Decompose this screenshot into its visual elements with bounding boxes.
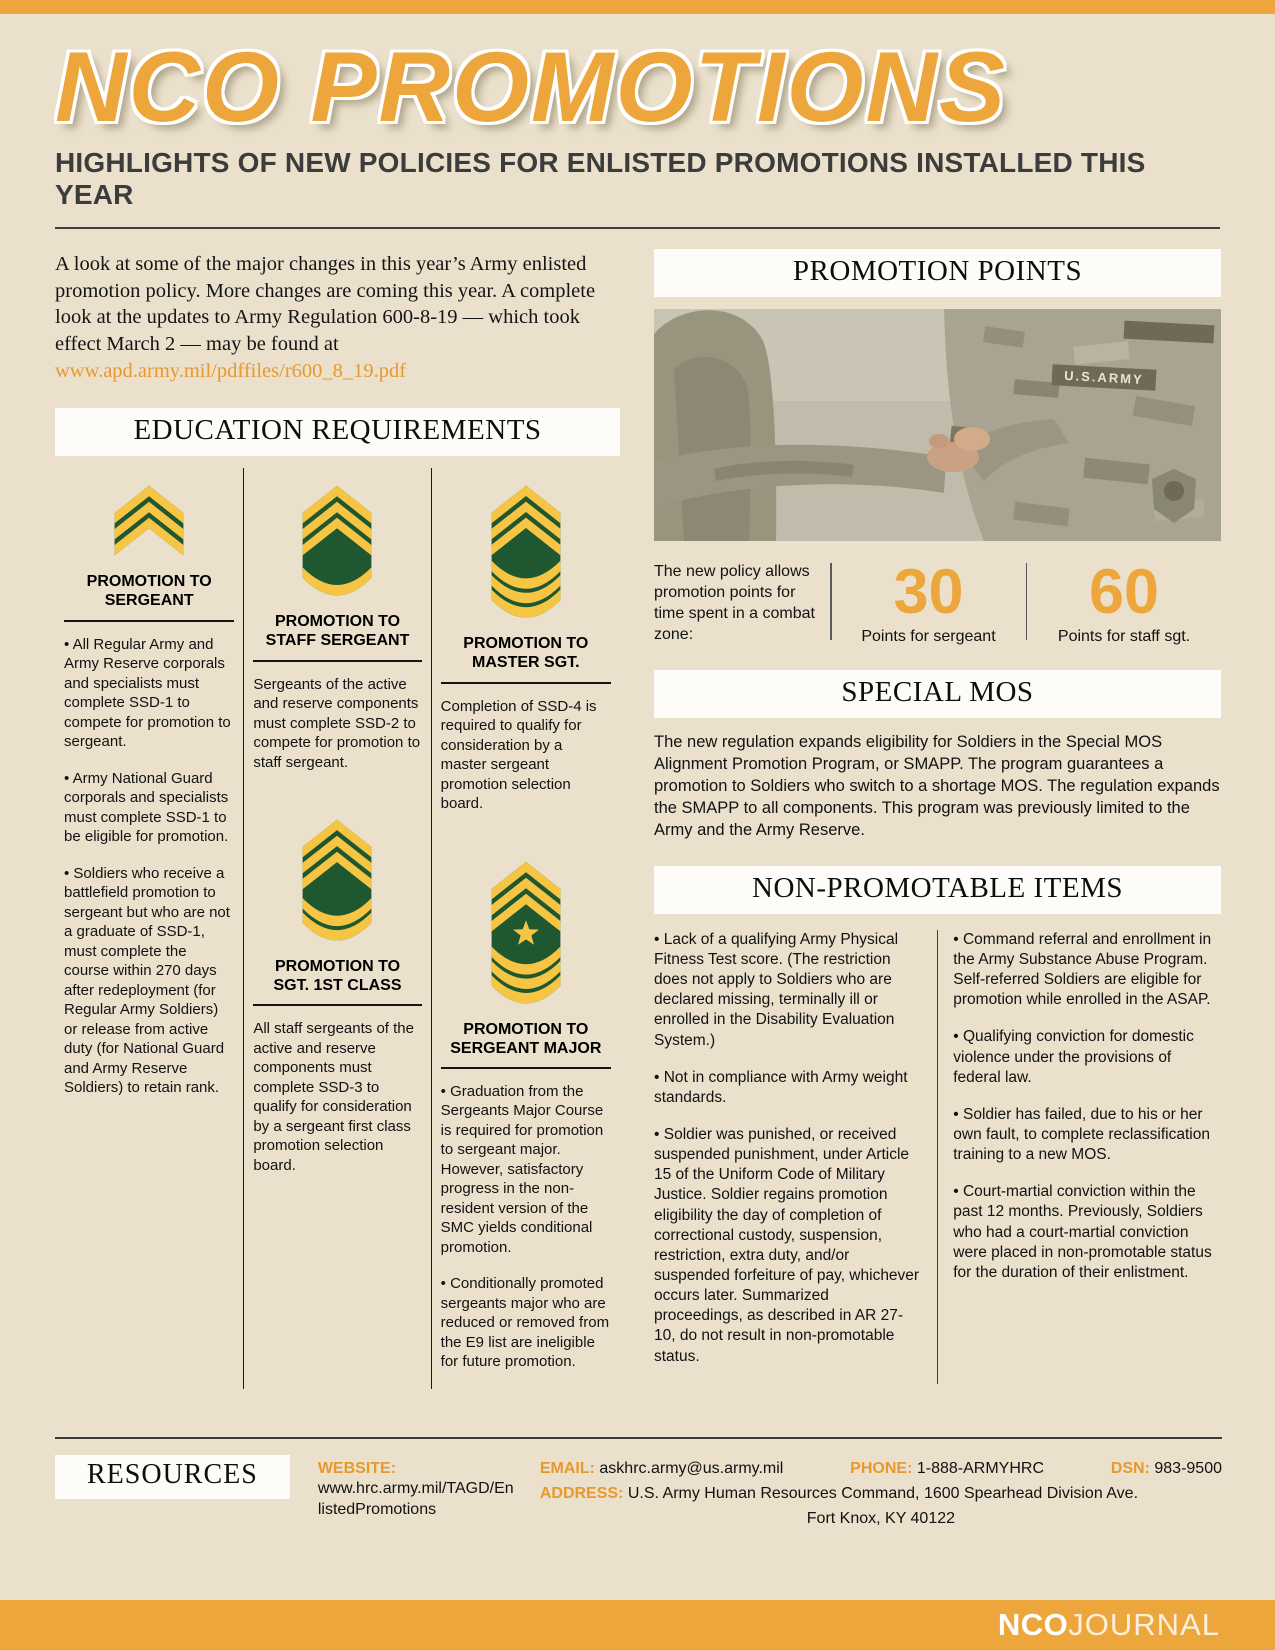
- dsn-value: 983-9500: [1154, 1459, 1222, 1477]
- education-item-sgt-first-class: [253, 818, 421, 1175]
- website-entry: [318, 1459, 514, 1530]
- phone-entry: [850, 1459, 1044, 1480]
- address-entry: [540, 1484, 1222, 1505]
- website-label: WEBSITE:: [317, 1459, 397, 1477]
- address-label: ADDRESS:: [539, 1485, 624, 1503]
- sergeant-insignia-icon: [105, 484, 193, 558]
- education-requirements-heading: EDUCATION REQUIREMENTS: [55, 408, 620, 456]
- bottom-accent-bar: [0, 1600, 1275, 1650]
- promotion-to-sergeant-title: [64, 572, 234, 621]
- master-sgt-insignia-icon: [482, 484, 570, 620]
- contact-entries: [540, 1459, 1222, 1530]
- promotion-points-row: [654, 557, 1221, 646]
- non-promotable-right-column: [938, 930, 1221, 1384]
- special-mos-text: The new regulation expands eligibility for Soldiers in the Special MOS Alignment Promotion Program, or SMAPP. The program guarantees a promotion to Soldiers who switch to a shortage MOS. The regulation expands the SMAPP to all components. This program was previously limited to the Army and the Army Reserve.: [654, 733, 1220, 839]
- education-item-sergeant: [64, 484, 234, 1097]
- education-column-1: [55, 468, 243, 1389]
- staff-sgt-points-label: Points for staff sgt.: [1057, 628, 1191, 646]
- sergeant-major-bullet: • Graduation from the Sergeants Major Course is required for promotion to sergeant major. However, satisfactory progress in the non-resident version of the SMC yields conditional promotion.: [440, 1082, 604, 1256]
- non-promotable-bullet: • Lack of a qualifying Army Physical Fitness Test score. (The restriction does not apply to Soldiers who are declared missing, terminally ill or enrolled in the Disability Evaluation System.): [654, 930, 899, 1049]
- education-column-2: [243, 468, 431, 1389]
- resources-info: [318, 1455, 1222, 1530]
- non-promotable-bullet: • Soldier was punished, or received suspended punishment, under Article 15 of the Uniform Code of Military Justice. Soldier regains promotion eligibility the day of completion of correctional custody, suspension, restriction, extra duty, and/or suspended forfeiture of pay, whichever occurs later. Summarized proceedings, as described in AR 27-10, do not result in non-promotable status.: [654, 1125, 920, 1365]
- master-sgt-text: Completion of SSD-4 is required to qualify for consideration by a master sergeant promotion selection board.: [440, 697, 597, 813]
- education-column-3: [432, 468, 620, 1389]
- promotion-title-top: PROMOTION TO: [463, 1020, 589, 1038]
- points-lead-text: The new policy allows promotion points for time spent in a combat zone:: [654, 563, 815, 644]
- dsn-label: DSN:: [1110, 1459, 1150, 1477]
- promotion-to-sgt-first-class-title: [253, 957, 421, 1006]
- page-subtitle: HIGHLIGHTS OF NEW POLICIES FOR ENLISTED PROMOTIONS INSTALLED THIS YEAR: [55, 147, 1146, 211]
- intro-text: A look at some of the major changes in this year’s Army enlisted promotion policy. More changes are coming this year. A complete look at the updates to Army Regulation 600-8-19 — which took effect March 2 — may be found at: [55, 253, 596, 355]
- promotion-to-sergeant-major-title: [441, 1020, 611, 1069]
- staff-sgt-points-block: [1027, 557, 1221, 646]
- intro-paragraph: [55, 251, 620, 384]
- promotion-title-top: PROMOTION TO: [86, 573, 212, 591]
- website-value[interactable]: www.hrc.army.mil/TAGD/EnlistedPromotions: [317, 1480, 514, 1519]
- non-promotable-columns: [654, 930, 1221, 1384]
- non-promotable-items-heading: NON-PROMOTABLE ITEMS: [654, 866, 1221, 914]
- phone-value: 1-888-ARMYHRC: [916, 1459, 1044, 1477]
- sgt-first-class-insignia-icon: [293, 818, 381, 943]
- address-value-line1: U.S. Army Human Resources Command, 1600 Spearhead Division Ave.: [627, 1485, 1139, 1503]
- top-accent-bar: [0, 0, 1275, 14]
- nco-journal-logo-light: JOURNAL: [1068, 1607, 1220, 1642]
- non-promotable-bullet: • Not in compliance with Army weight standards.: [654, 1068, 908, 1106]
- promotion-points-heading: PROMOTION POINTS: [654, 249, 1221, 297]
- address-value-line2: Fort Knox, KY 40122: [806, 1510, 956, 1528]
- sergeant-major-insignia-icon: [482, 860, 570, 1006]
- non-promotable-left-column: [654, 930, 937, 1384]
- regulation-pdf-link[interactable]: www.apd.army.mil/pdffiles/r600_8_19.pdf: [55, 359, 407, 382]
- email-value[interactable]: askhrc.army@us.army.mil: [599, 1459, 784, 1477]
- sergeant-major-bullet: • Conditionally promoted sergeants major who are reduced or removed from the E9 list are ineligible for future promotion.: [440, 1275, 610, 1371]
- promotion-title-top: PROMOTION TO: [274, 958, 401, 976]
- non-promotable-bullet: • Qualifying conviction for domestic violence under the provisions of federal law.: [953, 1028, 1194, 1086]
- non-promotable-bullet: • Court-martial conviction within the past 12 months. Previously, Soldiers who had a court-martial conviction were placed in non-promotable status for the duration of their enlistment.: [953, 1183, 1212, 1281]
- promotion-title-rank: SERGEANT: [104, 592, 194, 610]
- main-content: [0, 229, 1275, 1389]
- promotion-title-top: PROMOTION TO: [463, 635, 589, 653]
- promotion-title-rank: SERGEANT MAJOR: [450, 1039, 602, 1057]
- sergeant-bullet: • Army National Guard corporals and specialists must complete SSD-1 to be eligible for promotion.: [64, 769, 229, 846]
- education-grid: [55, 468, 620, 1389]
- page-title: NCO PROMOTIONS: [55, 31, 1008, 142]
- phone-label: PHONE:: [850, 1459, 913, 1477]
- email-entry: [540, 1459, 784, 1480]
- staff-sergeant-text: Sergeants of the active and reserve components must complete SSD-2 to compete for promotion to staff sergeant.: [253, 675, 421, 771]
- email-label: EMAIL:: [539, 1459, 595, 1477]
- promotion-title-rank: MASTER SGT.: [472, 654, 580, 672]
- sergeant-bullet: • All Regular Army and Army Reserve corporals and specialists must complete SSD-1 to compete for promotion to sergeant.: [64, 635, 231, 751]
- promotion-to-master-sgt-title: [441, 634, 611, 683]
- sergeant-points-value: 30: [893, 557, 964, 628]
- special-mos-heading: SPECIAL MOS: [654, 670, 1221, 718]
- promotion-title-rank: STAFF SERGEANT: [265, 632, 410, 650]
- non-promotable-bullet: • Command referral and enrollment in the Army Substance Abuse Program. Self-referred Soldiers are eligible for promotion while enrolled in the ASAP.: [953, 930, 1212, 1009]
- contact-line-1: [540, 1459, 1222, 1480]
- sergeant-points-label: Points for sergeant: [861, 628, 996, 646]
- promotion-to-staff-sergeant-title: [253, 612, 421, 661]
- resources-section: [0, 1439, 1275, 1548]
- sergeant-bullet: • Soldiers who receive a battlefield promotion to sergeant but who are not a graduate of SSD-1, must complete the course within 270 days after redeployment (for Regular Army Soldiers) or release from active duty (for National Guard and Army Reserve Soldiers) to retain rank.: [64, 864, 230, 1097]
- us-army-tape-text: U.S.ARMY: [1063, 367, 1145, 388]
- education-item-staff-sergeant: [253, 484, 421, 772]
- sgt-first-class-text: All staff sergeants of the active and reserve components must complete SSD-3 to qualify for consideration by a sergeant first class promotion selection board.: [253, 1020, 414, 1174]
- non-promotable-bullet: • Soldier has failed, due to his or her own fault, to complete reclassification training to a new MOS.: [953, 1105, 1210, 1164]
- right-column: [654, 249, 1221, 1389]
- promotion-title-top: PROMOTION TO: [274, 613, 401, 631]
- education-item-sergeant-major: [441, 860, 611, 1372]
- resources-heading: RESOURCES: [55, 1455, 290, 1499]
- staff-sergeant-insignia-icon: [293, 484, 381, 598]
- sergeant-points-block: [832, 557, 1026, 646]
- dsn-entry: [1111, 1459, 1222, 1480]
- education-item-master-sgt: [441, 484, 611, 813]
- nco-journal-logo-bold: NCO: [997, 1607, 1069, 1642]
- staff-sgt-points-value: 60: [1088, 557, 1160, 628]
- left-column: [55, 249, 620, 1389]
- promotion-title-rank: SGT. 1ST CLASS: [273, 977, 402, 995]
- promotion-points-photo: [654, 309, 1221, 541]
- header: [0, 14, 1275, 229]
- footer: [0, 1437, 1275, 1650]
